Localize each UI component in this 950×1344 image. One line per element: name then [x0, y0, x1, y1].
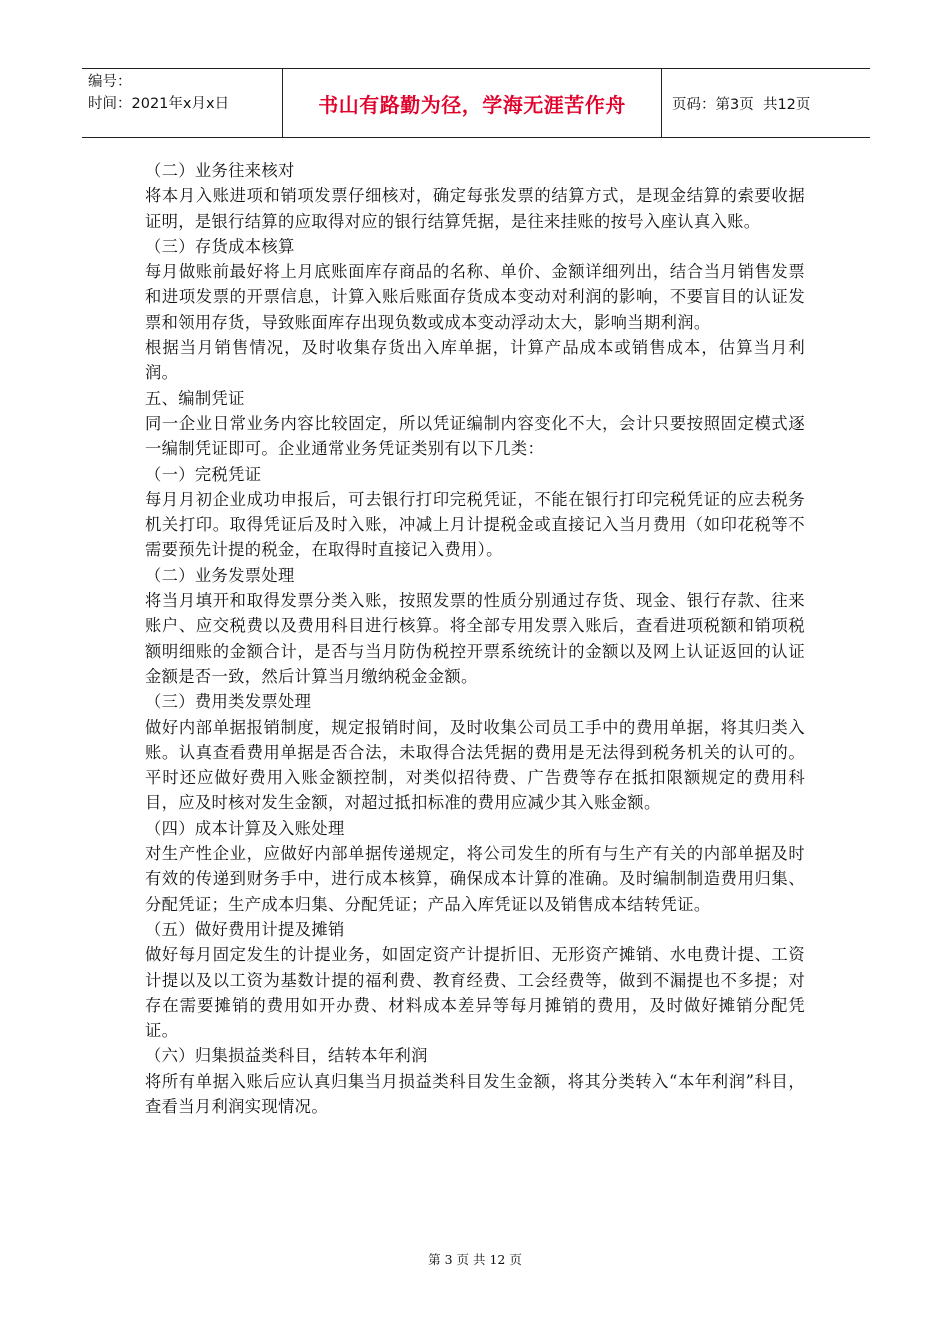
paragraph: 将本月入账进项和销项发票仔细核对，确定每张发票的结算方式，是现金结算的索要收据证明，是银行结算的应取得对应的银行结算凭据，是往来挂账的按号入座认真入账。: [145, 186, 805, 231]
paragraph: 做好每月固定发生的计提业务，如固定资产计提折旧、无形资产摊销、水电费计提、工资计提以及以工资为基数计提的福利费、教育经费、工会经费等，做到不漏提也不多提；对存在需要摊销的费用如开办费、材料成本差异等每月摊销的费用，及时做好摊销分配凭证。: [145, 945, 805, 1041]
section-heading: （二）业务发票处理: [145, 565, 295, 585]
document-body: [145, 158, 805, 1119]
paragraph: 做好内部单据报销制度，规定报销时间，及时收集公司员工手中的费用单据，将其归类入账。认真查看费用单据是否合法，未取得合法凭据的费用是无法得到税务机关的认可的。平时还应做好费用入账金额控制，对类似招待费、广告费等存在抵扣限额规定的费用科目，应及时核对发生金额，对超过抵扣标准的费用应减少其入账金额。: [145, 717, 805, 813]
paragraph: 将所有单据入账后应认真归集当月损益类科目发生金额，将其分类转入“本年利润”科目，查看当月利润实现情况。: [145, 1071, 805, 1116]
paragraph: 将当月填开和取得发票分类入账，按照发票的性质分别通过存货、现金、银行存款、往来账户、应交税费以及费用科目进行核算。将全部专用发票入账后，查看进项税额和销项税额明细账的金额合计，是否与当月防伪税控开票系统统计的金额以及网上认证返回的认证金额是否一致，然后计算当月缴纳税金金额。: [145, 591, 805, 686]
page-footer: 第 3 页 共 12 页: [428, 1252, 522, 1267]
section-heading: （一）完税凭证: [145, 464, 262, 484]
header-motto: 书山有路勤为径，学海无涯苦作舟: [318, 92, 626, 117]
header-motto-cell: [282, 69, 662, 137]
section-heading: （四）成本计算及入账处理: [145, 818, 345, 838]
header-page-number: 页码：第3页 共12页: [672, 96, 811, 113]
paragraph: 同一企业日常业务内容比较固定，所以凭证编制内容变化不大，会计只要按照固定模式逐一编制凭证即可。企业通常业务凭证类别有以下几类：: [145, 413, 805, 459]
document-date: 时间：2021年x月x日: [88, 96, 230, 112]
header-meta: [82, 69, 282, 137]
paragraph: 根据当月销售情况，及时收集存货出入库单据，计算产品成本或销售成本，估算当月利润。: [145, 338, 805, 383]
section-heading: （五）做好费用计提及摊销: [145, 919, 345, 939]
chapter-heading: 五、编制凭证: [145, 388, 245, 408]
page-header: [82, 68, 870, 138]
section-heading: （三）存货成本核算: [145, 236, 295, 256]
paragraph: 对生产性企业，应做好内部单据传递规定，将公司发生的所有与生产有关的内部单据及时有效的传递到财务手中，进行成本核算，确保成本计算的准确。及时编制制造费用归集、分配凭证；生产成本归集、分配凭证；产品入库凭证以及销售成本结转凭证。: [145, 844, 805, 914]
document-number-label: 编号：: [88, 74, 132, 90]
section-heading: （三）费用类发票处理: [145, 692, 312, 712]
section-heading: （六）归集损益类科目，结转本年利润: [145, 1046, 428, 1066]
section-heading: （二）业务往来核对: [145, 161, 295, 180]
paragraph: 每月做账前最好将上月底账面库存商品的名称、单价、金额详细列出，结合当月销售发票和进项发票的开票信息，计算入账后账面存货成本变动对利润的影响，不要盲目的认证发票和领用存货，导致账面库存出现负数或成本变动浮动太大，影响当期利润。: [145, 262, 805, 332]
paragraph: 每月月初企业成功申报后，可去银行打印完税凭证，不能在银行打印完税凭证的应去税务机关打印。取得凭证后及时入账，冲减上月计提税金或直接记入当月费用（如印花税等不需要预先计提的税金，在取得时直接记入费用）。: [145, 489, 805, 560]
